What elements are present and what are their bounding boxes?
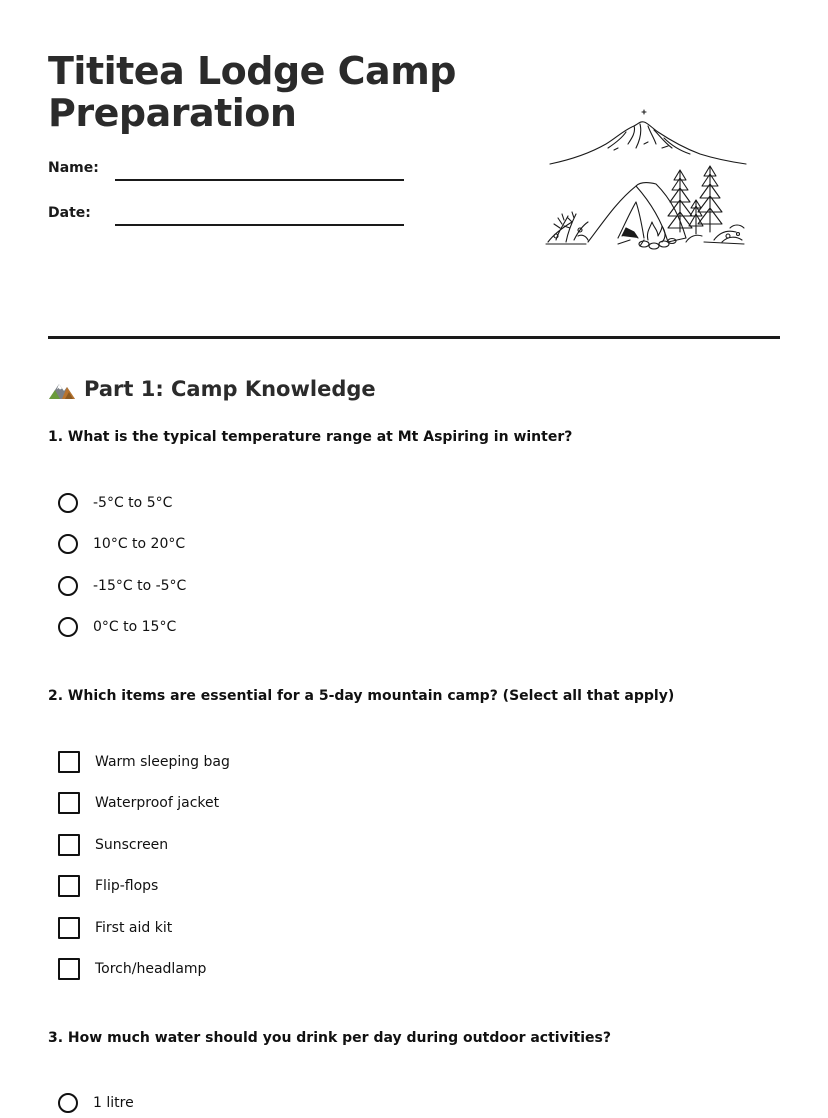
checkbox[interactable] <box>58 751 80 773</box>
question-3-text: 3. How much water should you drink per day during outdoor activities? <box>48 1030 611 1046</box>
date-input-line[interactable] <box>115 224 404 226</box>
page-title <box>48 50 468 134</box>
name-label: Name: <box>48 160 99 176</box>
checkbox[interactable] <box>58 834 80 856</box>
title-line-2: Preparation <box>48 91 297 135</box>
option-label: -15°C to -5°C <box>93 578 187 594</box>
q3-option-1[interactable] <box>58 1091 134 1115</box>
q2-option-6[interactable] <box>58 957 206 981</box>
checkbox[interactable] <box>58 875 80 897</box>
q2-option-1[interactable] <box>58 750 230 774</box>
option-label: Waterproof jacket <box>95 795 220 811</box>
fern-foliage-icon <box>546 212 588 244</box>
q2-option-5[interactable] <box>58 916 172 940</box>
radio-button[interactable] <box>58 493 78 513</box>
name-input-line[interactable] <box>115 179 404 181</box>
question-1-text: 1. What is the typical temperature range at Mt Aspiring in winter? <box>48 429 573 445</box>
section-divider <box>48 336 780 339</box>
q1-option-1[interactable] <box>58 491 172 515</box>
mountain-tent-campfire-illustration <box>544 104 750 252</box>
option-label: Torch/headlamp <box>95 961 207 977</box>
date-label: Date: <box>48 205 91 221</box>
date-field-row <box>48 203 408 227</box>
mountain-icon <box>550 122 746 164</box>
name-field-row <box>48 158 408 182</box>
option-label: Sunscreen <box>95 837 169 853</box>
option-label: -5°C to 5°C <box>93 495 173 511</box>
checkbox[interactable] <box>58 792 80 814</box>
option-label: Warm sleeping bag <box>95 754 230 770</box>
checkbox[interactable] <box>58 958 80 980</box>
section-heading-part-1 <box>48 374 376 404</box>
radio-button[interactable] <box>58 576 78 596</box>
option-label: 10°C to 20°C <box>93 536 186 552</box>
q1-option-4[interactable] <box>58 615 176 639</box>
question-2-text: 2. Which items are essential for a 5-day mountain camp? (Select all that apply) <box>48 688 675 704</box>
mountain-icon <box>48 378 76 400</box>
star-icon <box>642 110 646 114</box>
section-title: Part 1: Camp Knowledge <box>84 377 376 401</box>
radio-button[interactable] <box>58 534 78 554</box>
q2-option-3[interactable] <box>58 833 168 857</box>
radio-button[interactable] <box>58 1093 78 1113</box>
radio-button[interactable] <box>58 617 78 637</box>
option-label: 1 litre <box>93 1095 134 1111</box>
pine-trees-icon <box>668 166 722 234</box>
q1-option-2[interactable] <box>58 532 185 556</box>
campfire-icon <box>647 222 665 242</box>
q2-option-2[interactable] <box>58 791 219 815</box>
checkbox[interactable] <box>58 917 80 939</box>
title-line-1: Tititea Lodge Camp <box>48 49 456 93</box>
q2-option-4[interactable] <box>58 874 158 898</box>
q1-option-3[interactable] <box>58 574 186 598</box>
option-label: 0°C to 15°C <box>93 619 177 635</box>
option-label: Flip-flops <box>95 878 159 894</box>
option-label: First aid kit <box>95 920 173 936</box>
